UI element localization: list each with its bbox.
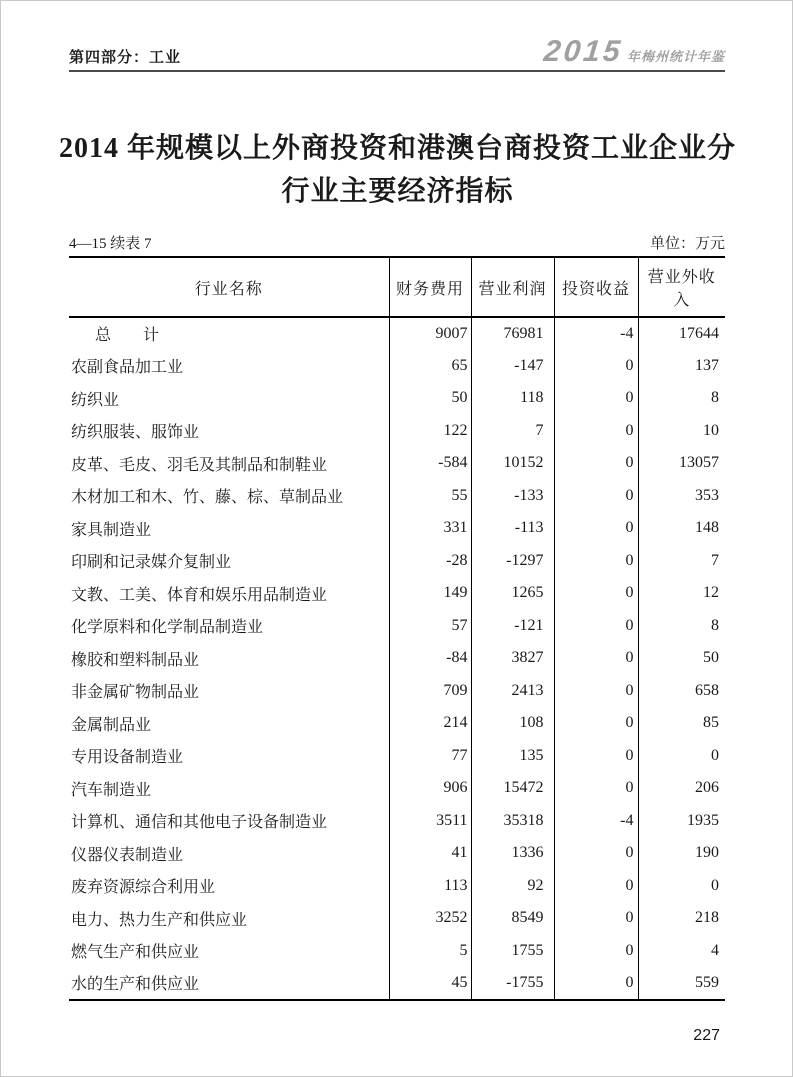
industry-name-cell: 农副食品加工业 [69, 350, 389, 383]
col-header-operating-profit: 营业利润 [471, 257, 554, 317]
table-row [69, 545, 725, 578]
finance-expense-cell: 5 [389, 935, 471, 968]
investment-income-cell: 0 [554, 480, 638, 513]
operating-profit-cell: 3827 [471, 642, 554, 675]
nonoperating-income-cell: 85 [703, 714, 719, 732]
finance-expense-cell: 41 [389, 837, 471, 870]
nonoperating-income-cell: 1935 [687, 811, 719, 829]
investment-income-cell: 0 [554, 642, 638, 675]
table-number: 4—15 续表 7 [69, 236, 152, 252]
operating-profit-cell: 15472 [471, 772, 554, 805]
operating-profit-cell: 1265 [471, 577, 554, 610]
page-title-line1: 2014 年规模以上外商投资和港澳台商投资工业企业分 [58, 133, 736, 164]
col-header-industry: 行业名称 [69, 257, 389, 317]
nonoperating-income-cell: 8 [711, 616, 719, 634]
finance-expense-cell: 906 [389, 772, 471, 805]
industry-name-cell: 电力、热力生产和供应业 [69, 902, 389, 935]
investment-income-cell: 0 [554, 350, 638, 383]
finance-expense-cell: 50 [389, 382, 471, 415]
operating-profit-cell: 1755 [471, 935, 554, 968]
industry-name-cell: 汽车制造业 [69, 772, 389, 805]
operating-profit-cell: 2413 [471, 675, 554, 708]
nonoperating-income-cell: 17644 [679, 324, 719, 342]
finance-expense-cell: 65 [389, 350, 471, 383]
operating-profit-cell: 7 [471, 415, 554, 448]
table-caption [69, 232, 725, 253]
table-row [69, 350, 725, 383]
industry-name-cell: 计算机、通信和其他电子设备制造业 [69, 805, 389, 838]
finance-expense-cell: 77 [389, 740, 471, 773]
investment-income-cell: 0 [554, 870, 638, 903]
col-header-investment-income: 投资收益 [554, 257, 638, 317]
investment-income-cell: 0 [554, 545, 638, 578]
operating-profit-cell: 108 [471, 707, 554, 740]
nonoperating-income-cell: 50 [703, 649, 719, 667]
industry-name-cell: 废弃资源综合利用业 [69, 870, 389, 903]
finance-expense-cell: 9007 [389, 317, 471, 350]
finance-expense-cell: 709 [389, 675, 471, 708]
industry-name-cell: 家具制造业 [69, 512, 389, 545]
investment-income-cell: 0 [554, 512, 638, 545]
industry-name-cell: 橡胶和塑料制品业 [69, 642, 389, 675]
table-header-row [69, 257, 725, 317]
nonoperating-income-cell: 559 [695, 973, 719, 991]
finance-expense-cell: 3511 [389, 805, 471, 838]
industry-name-cell: 金属制品业 [69, 707, 389, 740]
table-row [69, 967, 725, 1000]
table-row [69, 577, 725, 610]
industry-name-cell: 水的生产和供应业 [69, 967, 389, 1000]
operating-profit-cell: -1297 [471, 545, 554, 578]
table-row [69, 707, 725, 740]
table-row [69, 642, 725, 675]
operating-profit-cell: 118 [471, 382, 554, 415]
logo-suffix: 年梅州统计年鉴 [626, 49, 725, 64]
page-number: 227 [693, 1027, 720, 1044]
industry-name-cell: 木材加工和木、竹、藤、棕、草制品业 [69, 480, 389, 513]
investment-income-cell: 0 [554, 382, 638, 415]
industry-name-cell: 非金属矿物制品业 [69, 675, 389, 708]
operating-profit-cell: -113 [471, 512, 554, 545]
operating-profit-cell: 76981 [471, 317, 554, 350]
finance-expense-cell: 149 [389, 577, 471, 610]
finance-expense-cell: -584 [389, 447, 471, 480]
table-row [69, 675, 725, 708]
finance-expense-cell: 331 [389, 512, 471, 545]
investment-income-cell: 0 [554, 935, 638, 968]
finance-expense-cell: 122 [389, 415, 471, 448]
finance-expense-cell: 57 [389, 610, 471, 643]
operating-profit-cell: 92 [471, 870, 554, 903]
finance-expense-cell: 55 [389, 480, 471, 513]
investment-income-cell: 0 [554, 415, 638, 448]
finance-expense-cell: -84 [389, 642, 471, 675]
industry-name-cell: 纺织服装、服饰业 [69, 415, 389, 448]
operating-profit-cell: 35318 [471, 805, 554, 838]
finance-expense-cell: 3252 [389, 902, 471, 935]
investment-income-cell: 0 [554, 837, 638, 870]
table-row [69, 935, 725, 968]
col-header-nonoperating-income: 营业外收入 [638, 257, 725, 317]
section-label: 第四部分：工业 [69, 49, 182, 66]
investment-income-cell: 0 [554, 902, 638, 935]
page-title-line2: 行业主要经济指标 [281, 176, 514, 207]
industry-name-cell: 总 计 [69, 317, 389, 350]
nonoperating-income-cell: 218 [695, 909, 719, 927]
investment-income-cell: 0 [554, 740, 638, 773]
nonoperating-income-cell: 0 [711, 876, 719, 894]
nonoperating-income-cell: 0 [711, 746, 719, 764]
finance-expense-cell: -28 [389, 545, 471, 578]
operating-profit-cell: -121 [471, 610, 554, 643]
table-row [69, 317, 725, 350]
operating-profit-cell: 135 [471, 740, 554, 773]
investment-income-cell: 0 [554, 707, 638, 740]
nonoperating-income-cell: 206 [695, 779, 719, 797]
investment-income-cell: 0 [554, 577, 638, 610]
investment-income-cell: 0 [554, 447, 638, 480]
running-head [69, 37, 725, 72]
nonoperating-income-cell: 148 [695, 519, 719, 537]
table-row [69, 480, 725, 513]
table-row [69, 512, 725, 545]
unit-label: 单位：万元 [649, 236, 725, 252]
industry-name-cell: 燃气生产和供应业 [69, 935, 389, 968]
nonoperating-income-cell: 658 [695, 681, 719, 699]
operating-profit-cell: -147 [471, 350, 554, 383]
industry-name-cell: 皮革、毛皮、羽毛及其制品和制鞋业 [69, 447, 389, 480]
investment-income-cell: -4 [554, 805, 638, 838]
table-row [69, 870, 725, 903]
finance-expense-cell: 113 [389, 870, 471, 903]
table-row [69, 610, 725, 643]
table-row [69, 740, 725, 773]
operating-profit-cell: -133 [471, 480, 554, 513]
investment-income-cell: -4 [554, 317, 638, 350]
table-row [69, 837, 725, 870]
industry-name-cell: 仪器仪表制造业 [69, 837, 389, 870]
operating-profit-cell: 1336 [471, 837, 554, 870]
table-row [69, 415, 725, 448]
finance-expense-cell: 45 [389, 967, 471, 1000]
nonoperating-income-cell: 7 [711, 551, 719, 569]
operating-profit-cell: 10152 [471, 447, 554, 480]
investment-income-cell: 0 [554, 610, 638, 643]
logo-year: 2015 [542, 35, 625, 68]
table-row [69, 805, 725, 838]
table-body [69, 317, 725, 1000]
nonoperating-income-cell: 4 [711, 941, 719, 959]
nonoperating-income-cell: 12 [703, 584, 719, 602]
industry-name-cell: 化学原料和化学制品制造业 [69, 610, 389, 643]
page-title [41, 127, 754, 213]
nonoperating-income-cell: 190 [695, 844, 719, 862]
finance-expense-cell: 214 [389, 707, 471, 740]
yearbook-logo [544, 37, 725, 67]
operating-profit-cell: -1755 [471, 967, 554, 1000]
investment-income-cell: 0 [554, 675, 638, 708]
col-header-finance-expense: 财务费用 [389, 257, 471, 317]
industry-name-cell: 专用设备制造业 [69, 740, 389, 773]
table-row [69, 772, 725, 805]
table-row [69, 902, 725, 935]
industry-indicators-table [69, 256, 725, 1001]
industry-name-cell: 印刷和记录媒介复制业 [69, 545, 389, 578]
investment-income-cell: 0 [554, 967, 638, 1000]
table-row [69, 382, 725, 415]
nonoperating-income-cell: 137 [695, 356, 719, 374]
operating-profit-cell: 8549 [471, 902, 554, 935]
table-row [69, 447, 725, 480]
nonoperating-income-cell: 10 [703, 421, 719, 439]
industry-name-cell: 文教、工美、体育和娱乐用品制造业 [69, 577, 389, 610]
nonoperating-income-cell: 13057 [679, 454, 719, 472]
nonoperating-income-cell: 8 [711, 389, 719, 407]
industry-name-cell: 纺织业 [69, 382, 389, 415]
nonoperating-income-cell: 353 [695, 486, 719, 504]
investment-income-cell: 0 [554, 772, 638, 805]
